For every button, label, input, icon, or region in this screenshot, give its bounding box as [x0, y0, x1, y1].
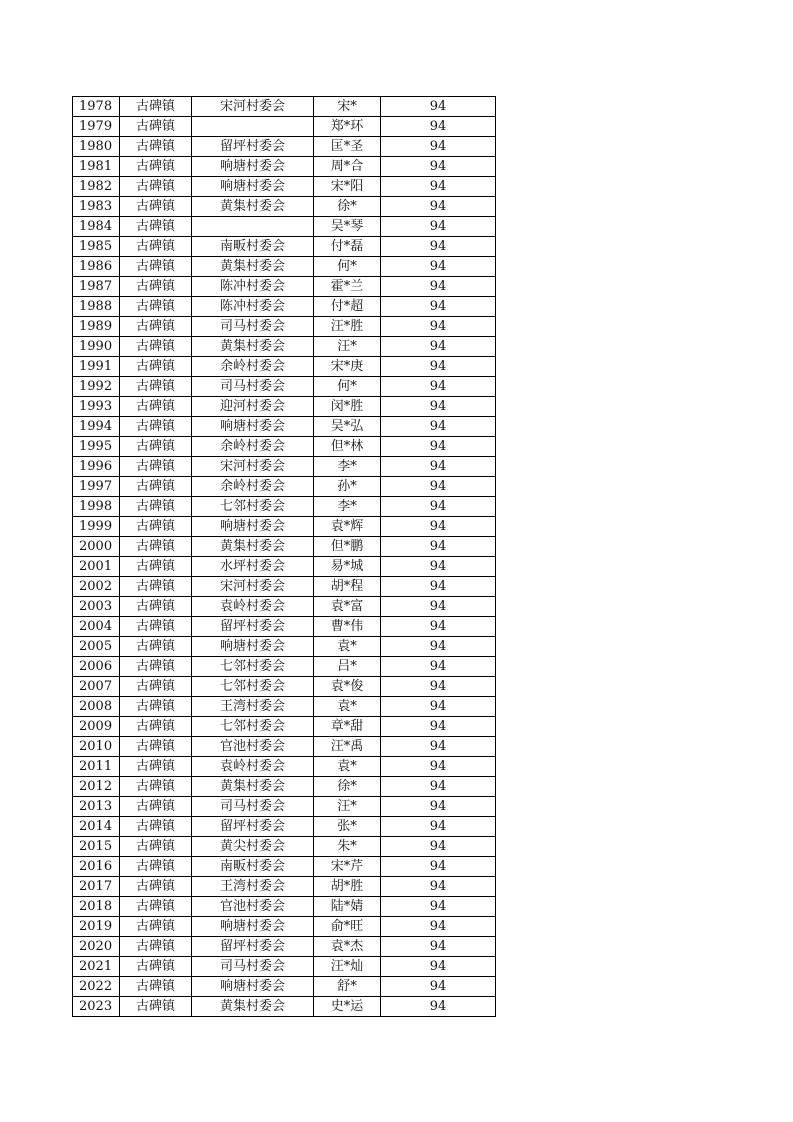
person-name-cell: 章*甜 — [314, 717, 381, 737]
score-cell: 94 — [381, 737, 496, 757]
village-committee-cell: 官池村委会 — [192, 897, 314, 917]
town-cell: 古碑镇 — [120, 417, 192, 437]
row-number-cell: 2017 — [73, 877, 120, 897]
table-row — [73, 877, 496, 897]
roster-table — [72, 96, 496, 1017]
town-cell: 古碑镇 — [120, 577, 192, 597]
person-name-cell: 何* — [314, 257, 381, 277]
person-name-cell: 霍*兰 — [314, 277, 381, 297]
person-name-cell: 郑*环 — [314, 117, 381, 137]
row-number-cell: 2005 — [73, 637, 120, 657]
score-cell: 94 — [381, 277, 496, 297]
score-cell: 94 — [381, 237, 496, 257]
village-committee-cell: 留坪村委会 — [192, 137, 314, 157]
table-row — [73, 737, 496, 757]
person-name-cell: 袁*杰 — [314, 937, 381, 957]
village-committee-cell: 七邻村委会 — [192, 717, 314, 737]
table-row — [73, 377, 496, 397]
score-cell: 94 — [381, 97, 496, 117]
village-committee-cell: 宋河村委会 — [192, 577, 314, 597]
table-row — [73, 997, 496, 1017]
score-cell: 94 — [381, 717, 496, 737]
town-cell: 古碑镇 — [120, 617, 192, 637]
table-row — [73, 417, 496, 437]
town-cell: 古碑镇 — [120, 817, 192, 837]
person-name-cell: 汪*禹 — [314, 737, 381, 757]
town-cell: 古碑镇 — [120, 277, 192, 297]
person-name-cell: 宋*芹 — [314, 857, 381, 877]
table-row — [73, 757, 496, 777]
village-committee-cell: 黄集村委会 — [192, 537, 314, 557]
person-name-cell: 付*超 — [314, 297, 381, 317]
score-cell: 94 — [381, 637, 496, 657]
town-cell: 古碑镇 — [120, 757, 192, 777]
village-committee-cell: 王湾村委会 — [192, 877, 314, 897]
village-committee-cell: 七邻村委会 — [192, 677, 314, 697]
row-number-cell: 2000 — [73, 537, 120, 557]
person-name-cell: 闵*胜 — [314, 397, 381, 417]
table-row — [73, 577, 496, 597]
row-number-cell: 2023 — [73, 997, 120, 1017]
town-cell: 古碑镇 — [120, 97, 192, 117]
village-committee-cell: 司马村委会 — [192, 377, 314, 397]
town-cell: 古碑镇 — [120, 157, 192, 177]
row-number-cell: 2013 — [73, 797, 120, 817]
person-name-cell: 宋* — [314, 97, 381, 117]
village-committee-cell: 陈冲村委会 — [192, 297, 314, 317]
town-cell: 古碑镇 — [120, 257, 192, 277]
row-number-cell: 2020 — [73, 937, 120, 957]
village-committee-cell: 留坪村委会 — [192, 817, 314, 837]
table-row — [73, 977, 496, 997]
town-cell: 古碑镇 — [120, 917, 192, 937]
row-number-cell: 2008 — [73, 697, 120, 717]
village-committee-cell — [192, 217, 314, 237]
table-row — [73, 817, 496, 837]
village-committee-cell — [192, 117, 314, 137]
town-cell: 古碑镇 — [120, 377, 192, 397]
row-number-cell: 1982 — [73, 177, 120, 197]
table-row — [73, 597, 496, 617]
row-number-cell: 1991 — [73, 357, 120, 377]
village-committee-cell: 迎河村委会 — [192, 397, 314, 417]
table-row — [73, 477, 496, 497]
table-row — [73, 97, 496, 117]
town-cell: 古碑镇 — [120, 217, 192, 237]
row-number-cell: 2006 — [73, 657, 120, 677]
score-cell: 94 — [381, 597, 496, 617]
score-cell: 94 — [381, 477, 496, 497]
score-cell: 94 — [381, 577, 496, 597]
village-committee-cell: 司马村委会 — [192, 317, 314, 337]
town-cell: 古碑镇 — [120, 977, 192, 997]
town-cell: 古碑镇 — [120, 877, 192, 897]
score-cell: 94 — [381, 137, 496, 157]
row-number-cell: 2004 — [73, 617, 120, 637]
row-number-cell: 2010 — [73, 737, 120, 757]
table-row — [73, 297, 496, 317]
score-cell: 94 — [381, 677, 496, 697]
score-cell: 94 — [381, 557, 496, 577]
person-name-cell: 但*林 — [314, 437, 381, 457]
row-number-cell: 1986 — [73, 257, 120, 277]
town-cell: 古碑镇 — [120, 657, 192, 677]
village-committee-cell: 响塘村委会 — [192, 637, 314, 657]
score-cell: 94 — [381, 857, 496, 877]
village-committee-cell: 陈冲村委会 — [192, 277, 314, 297]
score-cell: 94 — [381, 837, 496, 857]
score-cell: 94 — [381, 977, 496, 997]
person-name-cell: 吴*琴 — [314, 217, 381, 237]
row-number-cell: 2016 — [73, 857, 120, 877]
row-number-cell: 2001 — [73, 557, 120, 577]
person-name-cell: 胡*胜 — [314, 877, 381, 897]
village-committee-cell: 七邻村委会 — [192, 657, 314, 677]
score-cell: 94 — [381, 537, 496, 557]
score-cell: 94 — [381, 457, 496, 477]
table-row — [73, 957, 496, 977]
score-cell: 94 — [381, 417, 496, 437]
score-cell: 94 — [381, 497, 496, 517]
village-committee-cell: 宋河村委会 — [192, 457, 314, 477]
score-cell: 94 — [381, 437, 496, 457]
person-name-cell: 吴*弘 — [314, 417, 381, 437]
row-number-cell: 2021 — [73, 957, 120, 977]
table-row — [73, 257, 496, 277]
table-row — [73, 137, 496, 157]
row-number-cell: 1987 — [73, 277, 120, 297]
score-cell: 94 — [381, 377, 496, 397]
table-row — [73, 517, 496, 537]
row-number-cell: 1993 — [73, 397, 120, 417]
row-number-cell: 2019 — [73, 917, 120, 937]
table-row — [73, 157, 496, 177]
row-number-cell: 1995 — [73, 437, 120, 457]
row-number-cell: 2012 — [73, 777, 120, 797]
town-cell: 古碑镇 — [120, 517, 192, 537]
town-cell: 古碑镇 — [120, 137, 192, 157]
town-cell: 古碑镇 — [120, 477, 192, 497]
person-name-cell: 曹*伟 — [314, 617, 381, 637]
row-number-cell: 2003 — [73, 597, 120, 617]
town-cell: 古碑镇 — [120, 457, 192, 477]
table-row — [73, 617, 496, 637]
score-cell: 94 — [381, 257, 496, 277]
person-name-cell: 袁* — [314, 757, 381, 777]
score-cell: 94 — [381, 337, 496, 357]
town-cell: 古碑镇 — [120, 357, 192, 377]
village-committee-cell: 南畈村委会 — [192, 237, 314, 257]
person-name-cell: 汪*灿 — [314, 957, 381, 977]
table-row — [73, 217, 496, 237]
score-cell: 94 — [381, 177, 496, 197]
town-cell: 古碑镇 — [120, 677, 192, 697]
town-cell: 古碑镇 — [120, 297, 192, 317]
table-row — [73, 337, 496, 357]
table-row — [73, 497, 496, 517]
score-cell: 94 — [381, 817, 496, 837]
row-number-cell: 1981 — [73, 157, 120, 177]
village-committee-cell: 留坪村委会 — [192, 937, 314, 957]
town-cell: 古碑镇 — [120, 717, 192, 737]
table-row — [73, 537, 496, 557]
row-number-cell: 1984 — [73, 217, 120, 237]
row-number-cell: 2022 — [73, 977, 120, 997]
row-number-cell: 1979 — [73, 117, 120, 137]
table-row — [73, 277, 496, 297]
village-committee-cell: 响塘村委会 — [192, 517, 314, 537]
village-committee-cell: 黄集村委会 — [192, 777, 314, 797]
village-committee-cell: 响塘村委会 — [192, 177, 314, 197]
person-name-cell: 朱* — [314, 837, 381, 857]
score-cell: 94 — [381, 657, 496, 677]
row-number-cell: 1988 — [73, 297, 120, 317]
table-row — [73, 457, 496, 477]
town-cell: 古碑镇 — [120, 797, 192, 817]
score-cell: 94 — [381, 357, 496, 377]
row-number-cell: 1996 — [73, 457, 120, 477]
table-row — [73, 917, 496, 937]
person-name-cell: 袁* — [314, 637, 381, 657]
person-name-cell: 袁*辉 — [314, 517, 381, 537]
village-committee-cell: 黄尖村委会 — [192, 837, 314, 857]
table-row — [73, 837, 496, 857]
table-row — [73, 317, 496, 337]
person-name-cell: 徐* — [314, 197, 381, 217]
village-committee-cell: 余岭村委会 — [192, 357, 314, 377]
person-name-cell: 吕* — [314, 657, 381, 677]
town-cell: 古碑镇 — [120, 397, 192, 417]
row-number-cell: 1980 — [73, 137, 120, 157]
table-row — [73, 177, 496, 197]
score-cell: 94 — [381, 117, 496, 137]
town-cell: 古碑镇 — [120, 997, 192, 1017]
town-cell: 古碑镇 — [120, 777, 192, 797]
row-number-cell: 1992 — [73, 377, 120, 397]
score-cell: 94 — [381, 997, 496, 1017]
score-cell: 94 — [381, 157, 496, 177]
town-cell: 古碑镇 — [120, 537, 192, 557]
person-name-cell: 舒* — [314, 977, 381, 997]
person-name-cell: 徐* — [314, 777, 381, 797]
table-row — [73, 197, 496, 217]
village-committee-cell: 袁岭村委会 — [192, 757, 314, 777]
row-number-cell: 2011 — [73, 757, 120, 777]
person-name-cell: 李* — [314, 497, 381, 517]
person-name-cell: 宋*庚 — [314, 357, 381, 377]
row-number-cell: 1978 — [73, 97, 120, 117]
table-row — [73, 437, 496, 457]
table-row — [73, 637, 496, 657]
person-name-cell: 袁* — [314, 697, 381, 717]
village-committee-cell: 余岭村委会 — [192, 437, 314, 457]
row-number-cell: 2009 — [73, 717, 120, 737]
score-cell: 94 — [381, 757, 496, 777]
town-cell: 古碑镇 — [120, 837, 192, 857]
row-number-cell: 2002 — [73, 577, 120, 597]
table-row — [73, 397, 496, 417]
village-committee-cell: 留坪村委会 — [192, 617, 314, 637]
town-cell: 古碑镇 — [120, 857, 192, 877]
town-cell: 古碑镇 — [120, 737, 192, 757]
table-row — [73, 717, 496, 737]
score-cell: 94 — [381, 517, 496, 537]
score-cell: 94 — [381, 877, 496, 897]
score-cell: 94 — [381, 897, 496, 917]
row-number-cell: 1990 — [73, 337, 120, 357]
village-committee-cell: 黄集村委会 — [192, 257, 314, 277]
table-row — [73, 677, 496, 697]
score-cell: 94 — [381, 617, 496, 637]
table-row — [73, 557, 496, 577]
town-cell: 古碑镇 — [120, 557, 192, 577]
town-cell: 古碑镇 — [120, 237, 192, 257]
village-committee-cell: 司马村委会 — [192, 797, 314, 817]
score-cell: 94 — [381, 917, 496, 937]
town-cell: 古碑镇 — [120, 317, 192, 337]
table-row — [73, 117, 496, 137]
person-name-cell: 孙* — [314, 477, 381, 497]
person-name-cell: 何* — [314, 377, 381, 397]
table-row — [73, 937, 496, 957]
person-name-cell: 俞*旺 — [314, 917, 381, 937]
town-cell: 古碑镇 — [120, 197, 192, 217]
village-committee-cell: 水坪村委会 — [192, 557, 314, 577]
village-committee-cell: 黄集村委会 — [192, 997, 314, 1017]
village-committee-cell: 宋河村委会 — [192, 97, 314, 117]
person-name-cell: 宋*阳 — [314, 177, 381, 197]
person-name-cell: 胡*程 — [314, 577, 381, 597]
town-cell: 古碑镇 — [120, 177, 192, 197]
score-cell: 94 — [381, 217, 496, 237]
village-committee-cell: 司马村委会 — [192, 957, 314, 977]
person-name-cell: 匡*圣 — [314, 137, 381, 157]
village-committee-cell: 响塘村委会 — [192, 917, 314, 937]
row-number-cell: 2007 — [73, 677, 120, 697]
town-cell: 古碑镇 — [120, 937, 192, 957]
score-cell: 94 — [381, 197, 496, 217]
village-committee-cell: 王湾村委会 — [192, 697, 314, 717]
village-committee-cell: 袁岭村委会 — [192, 597, 314, 617]
village-committee-cell: 官池村委会 — [192, 737, 314, 757]
row-number-cell: 2015 — [73, 837, 120, 857]
row-number-cell: 1983 — [73, 197, 120, 217]
row-number-cell: 1999 — [73, 517, 120, 537]
village-committee-cell: 黄集村委会 — [192, 337, 314, 357]
score-cell: 94 — [381, 317, 496, 337]
town-cell: 古碑镇 — [120, 497, 192, 517]
village-committee-cell: 南畈村委会 — [192, 857, 314, 877]
person-name-cell: 汪* — [314, 797, 381, 817]
person-name-cell: 袁*富 — [314, 597, 381, 617]
person-name-cell: 周*合 — [314, 157, 381, 177]
person-name-cell: 付*磊 — [314, 237, 381, 257]
score-cell: 94 — [381, 937, 496, 957]
town-cell: 古碑镇 — [120, 437, 192, 457]
person-name-cell: 史*运 — [314, 997, 381, 1017]
table-row — [73, 237, 496, 257]
town-cell: 古碑镇 — [120, 697, 192, 717]
row-number-cell: 1985 — [73, 237, 120, 257]
table-row — [73, 657, 496, 677]
person-name-cell: 李* — [314, 457, 381, 477]
score-cell: 94 — [381, 957, 496, 977]
table-row — [73, 777, 496, 797]
table-row — [73, 357, 496, 377]
town-cell: 古碑镇 — [120, 897, 192, 917]
table-row — [73, 697, 496, 717]
table-row — [73, 857, 496, 877]
village-committee-cell: 响塘村委会 — [192, 417, 314, 437]
row-number-cell: 1997 — [73, 477, 120, 497]
score-cell: 94 — [381, 297, 496, 317]
town-cell: 古碑镇 — [120, 117, 192, 137]
person-name-cell: 陆*婧 — [314, 897, 381, 917]
person-name-cell: 易*城 — [314, 557, 381, 577]
row-number-cell: 1998 — [73, 497, 120, 517]
score-cell: 94 — [381, 397, 496, 417]
town-cell: 古碑镇 — [120, 957, 192, 977]
score-cell: 94 — [381, 797, 496, 817]
table-row — [73, 897, 496, 917]
village-committee-cell: 黄集村委会 — [192, 197, 314, 217]
table-row — [73, 797, 496, 817]
town-cell: 古碑镇 — [120, 637, 192, 657]
village-committee-cell: 余岭村委会 — [192, 477, 314, 497]
score-cell: 94 — [381, 697, 496, 717]
score-cell: 94 — [381, 777, 496, 797]
person-name-cell: 汪* — [314, 337, 381, 357]
person-name-cell: 张* — [314, 817, 381, 837]
person-name-cell: 袁*俊 — [314, 677, 381, 697]
town-cell: 古碑镇 — [120, 597, 192, 617]
row-number-cell: 1989 — [73, 317, 120, 337]
row-number-cell: 2018 — [73, 897, 120, 917]
roster-table-body — [73, 97, 496, 1017]
town-cell: 古碑镇 — [120, 337, 192, 357]
row-number-cell: 2014 — [73, 817, 120, 837]
person-name-cell: 汪*胜 — [314, 317, 381, 337]
village-committee-cell: 响塘村委会 — [192, 157, 314, 177]
village-committee-cell: 七邻村委会 — [192, 497, 314, 517]
row-number-cell: 1994 — [73, 417, 120, 437]
person-name-cell: 但*鹏 — [314, 537, 381, 557]
village-committee-cell: 响塘村委会 — [192, 977, 314, 997]
